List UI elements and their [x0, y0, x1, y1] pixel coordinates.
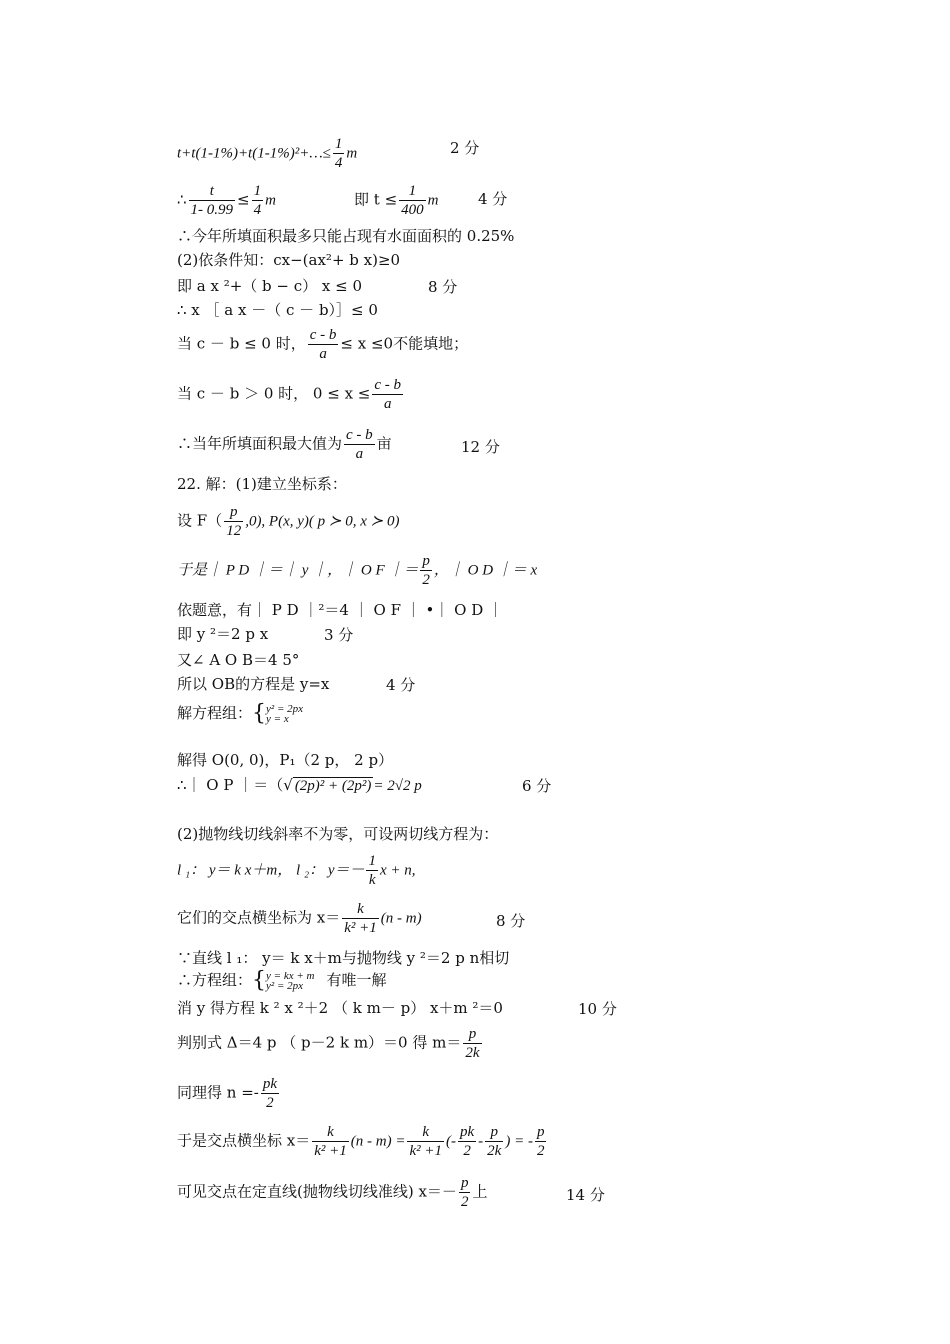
- text-line: ∴ x ［ a x －（ c － b）］≤ 0: [177, 301, 378, 319]
- text-line: 又∠ A O B＝4 5°: [177, 651, 300, 669]
- fraction-one-quarter: $\frac{1}{4}$: [253, 183, 262, 218]
- text-line: ∵直线 l ₁： y＝ k x＋m与抛物线 y ²＝2 p n相切: [177, 949, 510, 967]
- fraction-p-over-2: $\frac{p}{2}$: [536, 1124, 545, 1159]
- fraction-k-over-k2-plus-1: $\frac{k}{\text{k² +1}}$: [409, 1124, 442, 1159]
- line-conclusion: 可见交点在定直线(抛物线切线准线) x＝－ $\frac{p}{2}$ 上: [177, 1175, 488, 1210]
- text-line: (2)抛物线切线斜率不为零，可设两切线方程为：: [177, 825, 499, 843]
- fraction-p-over-2: $\frac{p}{2}$: [460, 1175, 469, 1210]
- text-line: ∴今年所填面积最多只能占现有水面面积的 0.25%: [177, 227, 515, 245]
- score-mark: 8 分: [428, 278, 458, 296]
- text-line: 消 y 得方程 k ² x ²＋2 （ k m－ p） x＋m ²＝0: [177, 999, 503, 1017]
- fraction-one-quarter: $\frac{1}{4}$: [334, 136, 343, 171]
- fraction-p-over-2k: $\frac{p}{2k}$: [465, 1026, 480, 1061]
- equation-system: y = kx + m y² = 2px: [266, 970, 315, 992]
- fraction-pk-over-2: $\frac{pk}{2}$: [460, 1124, 475, 1159]
- fraction-k-over-k2-plus-1: $\frac{k}{\text{k² +1}}$: [314, 1124, 347, 1159]
- line-tangent-equations: l ₁： y＝ k x＋m， l ₂： y＝－ $\frac{1}{k}$ x + n,: [177, 853, 416, 888]
- fraction-p-over-12: $\frac{p}{12}$: [226, 504, 242, 539]
- line-discriminant: 判别式 Δ＝4 p （ p－2 k m）＝0 得 m＝ $\frac{p}{2k}$: [177, 1026, 480, 1061]
- text-line: 解得 O(0, 0)，P₁（2 p， 2 p）: [177, 751, 394, 769]
- fraction-one-over-k: $\frac{1}{k}$: [368, 853, 376, 888]
- line-case-gt-zero: 当 c － b ＞ 0 时， 0 ≤ x ≤ $\frac{c - b}{a}$: [177, 377, 402, 412]
- text-line: 即 y ²＝2 p x: [177, 625, 269, 643]
- text-line: 所以 OB的方程是 y=x: [177, 675, 330, 693]
- question-22-heading: 22. 解：(1)建立坐标系：: [177, 475, 347, 493]
- fraction-one-over-400: $\frac{1}{400}$: [401, 183, 424, 218]
- score-mark: 6 分: [522, 777, 552, 795]
- score-mark: 4 分: [386, 676, 416, 694]
- equation-system: y² = 2px y = x: [266, 703, 304, 725]
- fraction-p-over-2k: $\frac{p}{2k}$: [487, 1124, 502, 1159]
- brace-icon: {: [252, 701, 267, 726]
- line-set-focus: 设 F（ $\frac{p}{12}$ ,0), P(x, y)( p ≻ 0, x ≻ 0): [177, 504, 400, 539]
- fraction-pk-over-2: $\frac{pk}{2}$: [262, 1076, 278, 1111]
- sqrt-icon: √: [283, 776, 293, 794]
- fraction-t-over: $\frac{t}{1- 0.99}$: [190, 183, 234, 218]
- score-mark: 14 分: [566, 1186, 605, 1204]
- score-mark: 10 分: [578, 1000, 617, 1018]
- text-line: 即 a x ²+（ b − c） x ≤ 0: [177, 277, 363, 295]
- line-distances: 于是｜ P D ｜＝｜ y ｜，｜ O F ｜＝ $\frac{p}{2}$ ，｜ O D ｜＝ x: [177, 553, 538, 588]
- line-intersection-x: 它们的交点横坐标为 x＝ $\frac{k}{\text{k² +1}}$ (n - m): [177, 901, 422, 936]
- line-case-le-zero: 当 c － b ≤ 0 时， $\frac{c - b}{a}$ ≤ x ≤0不能填地；: [177, 327, 469, 362]
- score-mark: 4 分: [478, 190, 508, 208]
- line-max-area: ∴当年所填面积最大值为 $\frac{c - b}{a}$ 亩: [177, 427, 392, 462]
- brace-icon: {: [252, 968, 267, 993]
- line-n-value: 同理得 n =- $\frac{pk}{2}$: [177, 1076, 278, 1111]
- fraction-c-minus-b-over-a: $\frac{c - b}{a}$: [374, 377, 402, 412]
- score-mark: 12 分: [461, 438, 500, 456]
- fraction-p-over-2: $\frac{p}{2}$: [422, 553, 430, 588]
- line-unique-solution: ∴方程组：{ y = kx + m y² = 2px 有唯一解: [177, 968, 387, 993]
- line-sum-inequality: t+t(1-1%)+t(1-1%)²+…≤ $\frac{1}{4}$ m: [177, 136, 358, 171]
- line-geometric-sum-result: 即 t ≤ $\frac{1}{400}$ m: [354, 183, 439, 218]
- fraction-c-minus-b-over-a: $\frac{c - b}{a}$: [309, 327, 337, 362]
- line-geometric-sum: ∴ $\frac{t}{1- 0.99}$ ≤ $\frac{1}{4}$ m: [177, 183, 276, 218]
- score-mark: 3 分: [324, 626, 354, 644]
- sqrt-radicand: (2p)² + (2p²): [294, 778, 372, 794]
- line-op-length: ∴｜ O P ｜＝（√ (2p)² + (2p²) = 2√2 p: [177, 776, 422, 794]
- text-line: (2)依条件知：cx−(ax²+ b x)≥0: [177, 251, 401, 269]
- fraction-c-minus-b-over-a: $\frac{c - b}{a}$: [346, 427, 373, 462]
- score-mark: 2 分: [450, 139, 480, 157]
- text-line: 依题意，有｜ P D ｜²＝4 ｜ O F ｜ •｜ O D ｜: [177, 601, 504, 619]
- score-mark: 8 分: [496, 912, 526, 930]
- line-intersection-result: 于是交点横坐标 x＝ $\frac{k}{\text{k² +1}}$ (n - m) = $\frac{k}{\text{k² +1}}$ (- $\frac{pk}{2}$ - $\frac{p}{2k}$ ) = - $\frac{p}{2}$: [177, 1124, 545, 1159]
- line-equation-system: 解方程组：{ y² = 2px y = x: [177, 701, 304, 726]
- sum-expression: t+t(1-1%)+t(1-1%)²+…≤: [177, 145, 331, 162]
- fraction-k-over-k2-plus-1: $\frac{k}{\text{k² +1}}$: [344, 901, 377, 936]
